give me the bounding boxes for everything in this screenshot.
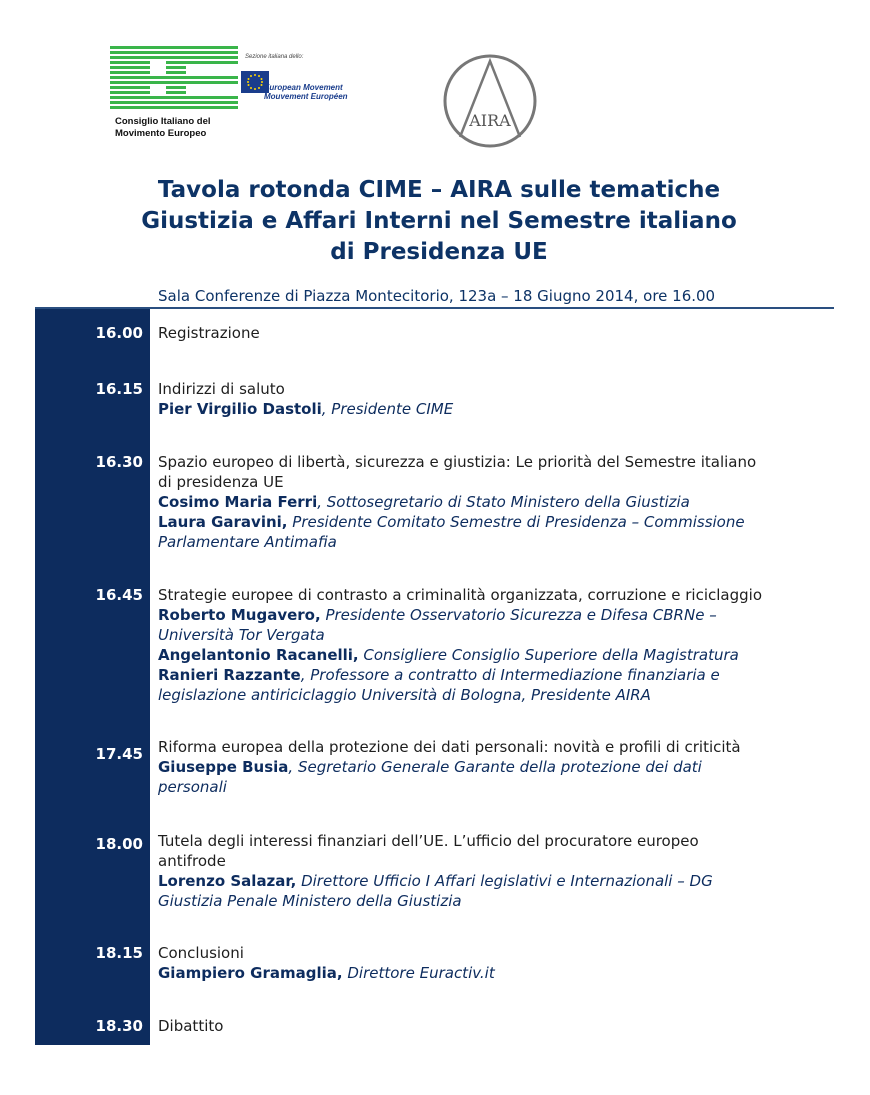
title-line-2: Giustizia e Affari Interni nel Semestre italiano: [141, 208, 737, 234]
header-divider: [35, 307, 834, 309]
program-item: [158, 452, 838, 552]
speaker-role: Direttore Ufficio I Affari legislativi e Internazionali – DG: [296, 872, 713, 890]
program-item: [158, 737, 838, 797]
aira-logo-text: AIRA: [469, 111, 511, 130]
time-18-30: 18.30: [95, 1017, 143, 1035]
cime-logo: [108, 46, 348, 146]
time-sidebar: [35, 309, 150, 1045]
cime-logo-bars: [108, 46, 348, 116]
time-18-00: 18.00: [95, 835, 143, 853]
title-line-1: Tavola rotonda CIME – AIRA sulle tematiche: [157, 177, 721, 203]
speaker: [158, 645, 838, 665]
speaker: [158, 871, 838, 891]
em-line-2: Mouvement Européen: [264, 92, 348, 101]
speaker-role-cont: personali: [158, 778, 227, 796]
topic: Tutela degli interessi finanziari dell’UE. L’ufficio del procuratore europeo: [158, 832, 699, 850]
topic-cont: antifrode: [158, 852, 226, 870]
topic: Indirizzi di saluto: [158, 380, 285, 398]
speaker: [158, 605, 838, 625]
speaker-name: Ranieri Razzante: [158, 666, 301, 684]
speaker: [158, 665, 838, 685]
speaker-role: , Professore a contratto di Intermediazione finanziaria e: [300, 666, 720, 684]
speaker-role-cont: Parlamentare Antimafia: [158, 533, 337, 551]
program-item: [158, 1016, 838, 1036]
topic: Conclusioni: [158, 944, 244, 962]
aira-logo-emblem: [442, 53, 538, 149]
speaker-role: , Segretario Generale Garante della protezione dei dati: [288, 758, 702, 776]
speaker-name: Giuseppe Busia: [158, 758, 289, 776]
cime-name: [115, 116, 211, 140]
topic: Dibattito: [158, 1017, 224, 1035]
speaker-name: Pier Virgilio Dastoli: [158, 400, 322, 418]
speaker-role: Consigliere Consiglio Superiore della Magistratura: [358, 646, 739, 664]
time-17-45: 17.45: [95, 745, 143, 763]
speaker-name: Cosimo Maria Ferri: [158, 493, 318, 511]
speaker-role: Presidente Osservatorio Sicurezza e Difesa CBRNe –: [320, 606, 717, 624]
speaker-role: Presidente Comitato Semestre di Presidenza – Commissione: [287, 513, 745, 531]
speaker-role: , Sottosegretario di Stato Ministero della Giustizia: [317, 493, 690, 511]
program-item: [158, 379, 838, 419]
program-item: [158, 585, 838, 705]
topic: Strategie europee di contrasto a criminalità organizzata, corruzione e riciclaggio: [158, 586, 762, 604]
program-item: [158, 323, 838, 343]
speaker: [158, 757, 838, 777]
page-title: [0, 175, 870, 268]
time-16-15: 16.15: [95, 380, 143, 398]
time-16-00: 16.00: [95, 324, 143, 342]
time-16-45: 16.45: [95, 586, 143, 604]
speaker-name: Roberto Mugavero,: [158, 606, 321, 624]
topic: Registrazione: [158, 324, 260, 342]
speaker-role-cont: legislazione antiriciclaggio Università di Bologna, Presidente AIRA: [158, 686, 651, 704]
speaker-name: Giampiero Gramaglia,: [158, 964, 343, 982]
speaker-role-cont: Università Tor Vergata: [158, 626, 325, 644]
speaker-role-cont: Giustizia Penale Ministero della Giustizia: [158, 892, 462, 910]
program-item: [158, 943, 838, 983]
european-movement-text: [264, 83, 348, 101]
time-16-30: 16.30: [95, 453, 143, 471]
cime-sezione-text: Sezione italiana dello:: [245, 54, 304, 60]
speaker-role: , Presidente CIME: [321, 400, 454, 418]
program-item: [158, 831, 838, 911]
topic-cont: di presidenza UE: [158, 473, 284, 491]
time-18-15: 18.15: [95, 944, 143, 962]
aira-logo: [442, 53, 538, 149]
speaker: [158, 963, 838, 983]
topic: Riforma europea della protezione dei dati personali: novità e profili di criticità: [158, 738, 741, 756]
speaker-name: Lorenzo Salazar,: [158, 872, 297, 890]
title-line-3: di Presidenza UE: [330, 239, 548, 265]
cime-name-line-2: Movimento Europeo: [115, 128, 207, 139]
cime-name-line-1: Consiglio Italiano del: [115, 116, 211, 127]
topic: Spazio europeo di libertà, sicurezza e giustizia: Le priorità del Semestre italiano: [158, 453, 757, 471]
em-line-1: European Movement: [264, 83, 343, 92]
speaker-role: Direttore Euractiv.it: [342, 964, 495, 982]
speaker: [158, 512, 838, 532]
venue-line: Sala Conferenze di Piazza Montecitorio, 123a – 18 Giugno 2014, ore 16.00: [158, 287, 716, 305]
speaker-name: Laura Garavini,: [158, 513, 288, 531]
speaker: [158, 399, 838, 419]
speaker-name: Angelantonio Racanelli,: [158, 646, 359, 664]
speaker: [158, 492, 838, 512]
